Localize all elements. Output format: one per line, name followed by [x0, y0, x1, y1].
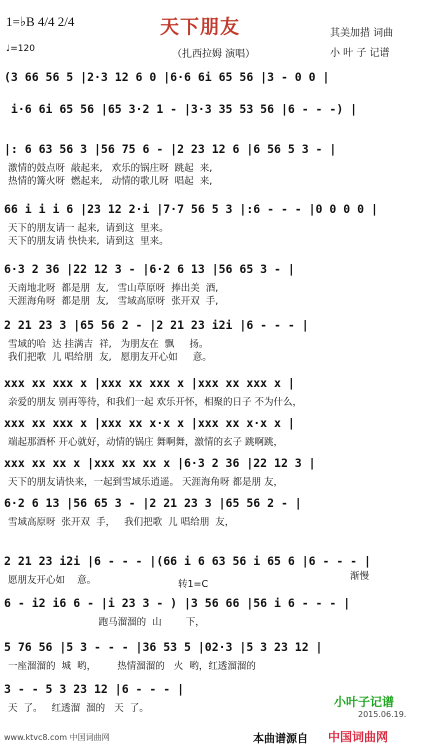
modulation-mark: 转1=C — [178, 579, 209, 590]
notation-line: |: 6 63 56 3 |56 75 6 - |2 23 12 6 |6 56 5 3 - | — [4, 142, 337, 156]
lyricist-composer-credit: 其美加措 词曲 — [330, 28, 394, 39]
lyric-line: 天涯海角呀 都是朋 友, 雪域高原呀 张开双 手, — [8, 296, 219, 307]
notation-line: 6·3 2 36 |22 12 3 - |6·2 6 13 |56 65 3 - | — [4, 262, 295, 276]
notation-line: xxx xx xxx x |xxx xx xxx x |xxx xx xxx x | — [4, 376, 295, 390]
transcriber-credit: 小 叶 子 记谱 — [330, 48, 390, 59]
lyric-line: 热情的篝火呀 燃起来, 动情的歌儿呀 唱起 来, — [8, 176, 213, 187]
tempo-slower-mark: 渐慢 — [350, 571, 370, 582]
lyric-line: 跑马溜溜的 山 下， — [8, 617, 205, 628]
lyric-line: 愿朋友开心如 意。 — [8, 575, 97, 586]
lyric-line: 端起那酒杯 开心就好，动情的锅庄 舞啊舞，激情的玄子 跳啊跳， — [8, 437, 284, 448]
performer-subtitle: （扎西拉姆 演唱） — [172, 49, 256, 60]
notation-line: 66 i i i 6 |23 12 2·i |7·7 56 5 3 |:6 - - - |0 0 0 0 | — [4, 202, 378, 216]
song-title: 天下朋友 — [160, 16, 241, 38]
lyric-line: 我们把歌 儿 唱给朋 友, 愿朋友开心如 意。 — [8, 352, 212, 363]
notation-line: 6·2 6 13 |56 65 3 - |2 21 23 3 |65 56 2 - | — [4, 496, 302, 510]
notation-line: (3 66 56 5 |2·3 12 6 0 |6·6 6i 65 56 |3 - 0 0 | — [4, 70, 330, 84]
lyric-line: 雪域的哈 达 挂满吉 祥, 为朋友在 飘 扬。 — [8, 339, 209, 350]
notation-line: 2 21 23 3 |65 56 2 - |2 21 23 i2i |6 - - - | — [4, 318, 309, 332]
notation-line: 5 76 56 |5 3 - - - |36 53 5 |02·3 |5 3 23 12 | — [4, 640, 323, 654]
notation-line: xxx xx xxx x |xxx xx x·x x |xxx xx x·x x | — [4, 416, 295, 430]
lyric-line: 天南地北呀 都是朋 友, 雪山草原呀 捧出美 酒, — [8, 283, 219, 294]
transcriber-seal: 小叶子记谱 — [334, 695, 395, 709]
notation-line: 6 - i2 i6 6 - |i 23 3 - ) |3 56 66 |56 i 6 - - - | — [4, 596, 351, 610]
notation-line: xxx xx xx x |xxx xx xx x |6·3 2 36 |22 12 3 | — [4, 456, 316, 470]
lyric-line: 天下的朋友请快来，一起到雪域乐逍遥。 天涯海角呀 都是朋 友， — [8, 477, 284, 488]
key-signature: 1=♭B 4/4 2/4 — [6, 14, 75, 29]
watermark-site-name: 中国词曲网 — [328, 730, 389, 744]
watermark-left: www.ktvc8.com 中国词曲网 — [4, 733, 110, 742]
notation-line: 2 21 23 i2i |6 - - - |(66 i 6 63 56 i 65 6 |6 - - - | — [4, 554, 371, 568]
lyric-line: 天下的朋友请 快快来, 请到这 里来。 — [8, 236, 169, 247]
notation-line: i·6 6i 65 56 |65 3·2 1 - |3·3 35 53 56 |6 - - -) | — [4, 102, 358, 116]
lyric-line: 雪域高原呀 张开双 手， 我们把歌 儿 唱给朋 友， — [8, 517, 235, 528]
lyric-line: 激情的鼓点呀 敲起来, 欢乐的锅庄呀 跳起 来, — [8, 163, 213, 174]
lyric-line: 亲爱的朋友 别再等待，和我们一起 欢乐开怀，相聚的日子 不为什么， — [8, 397, 303, 408]
watermark-source-label: 本曲谱源自 — [253, 732, 308, 745]
lyric-line: 天下的朋友请一 起来, 请到这 里来。 — [8, 223, 169, 234]
lyric-line: 一座溜溜的 城 哟， 热情溜溜的 火 哟，红透溜溜的 — [8, 661, 256, 672]
lyric-line: 天 了。 红透溜 溜的 天 了。 — [8, 703, 149, 714]
transcription-date: 2015.06.19. — [358, 710, 407, 719]
tempo-marking: ♩=120 — [6, 44, 35, 54]
notation-line: 3 - - 5 3 23 12 |6 - - - | — [4, 682, 185, 696]
